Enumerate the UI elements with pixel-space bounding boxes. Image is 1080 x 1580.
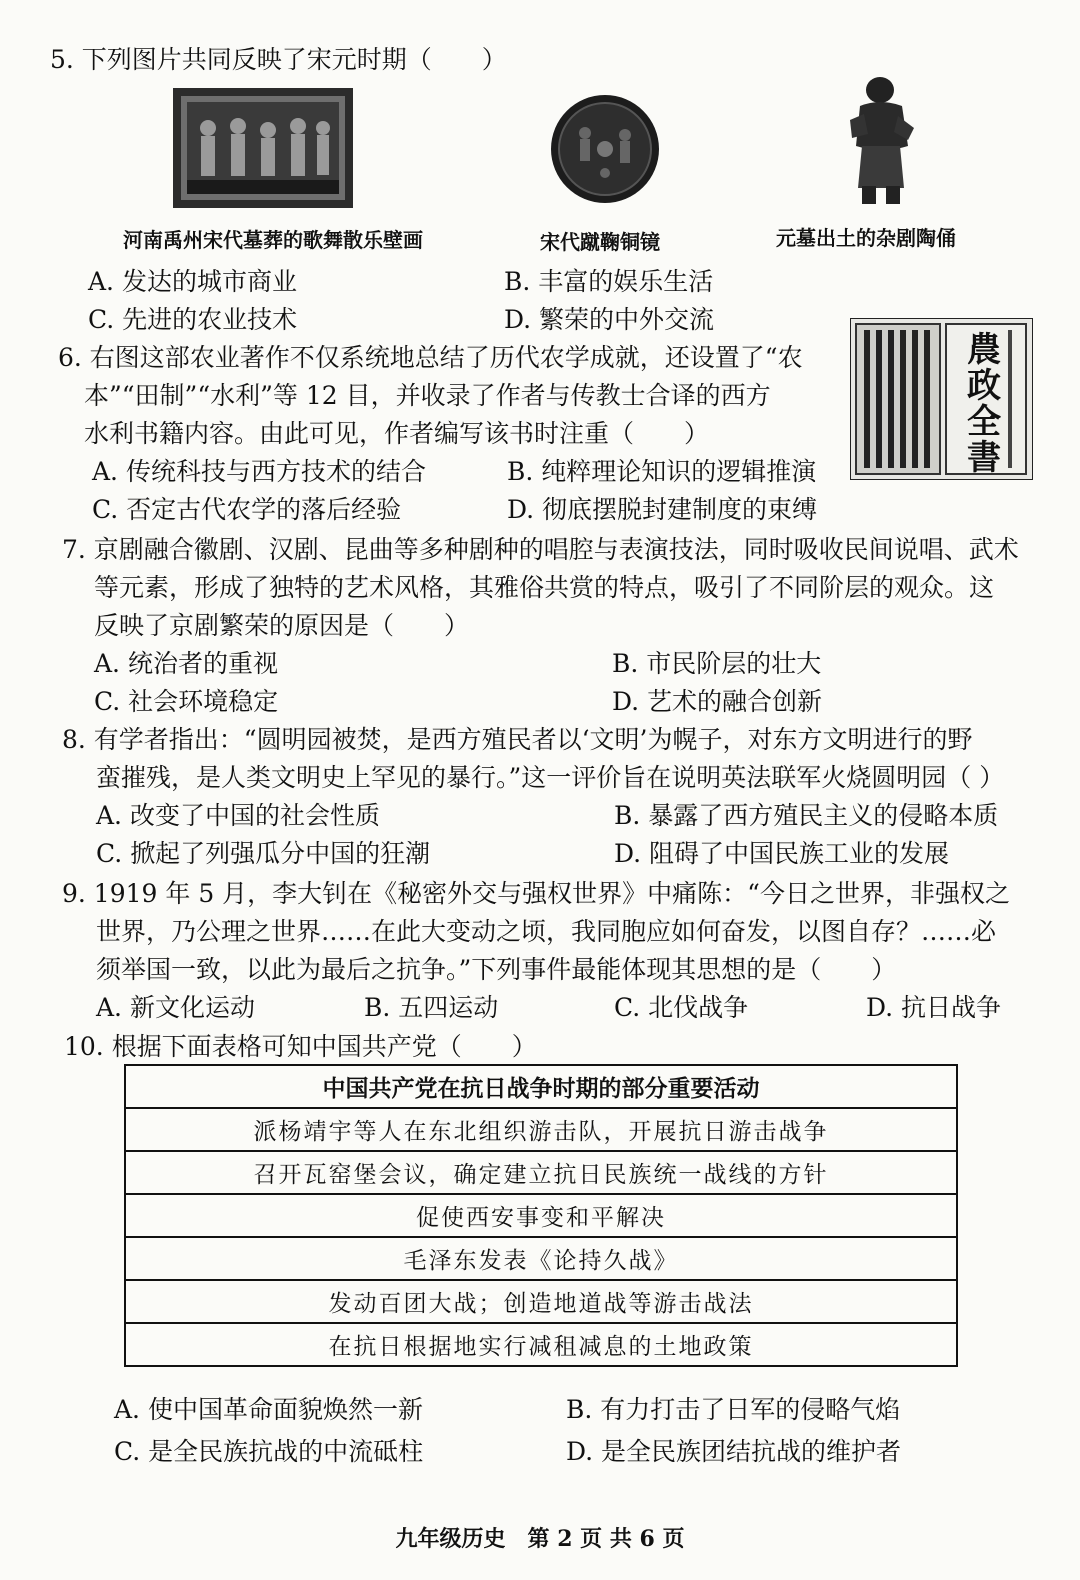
q9-option-a: A. 新文化运动	[96, 993, 255, 1022]
q8-stem-line-2: 蛮摧残，是人类文明史上罕见的暴行。”这一评价旨在说明英法联军火烧圆明园（ ）	[96, 763, 1005, 792]
q10-option-c: C. 是全民族抗战的中流砥柱	[114, 1437, 424, 1466]
q7-option-c: C. 社会环境稳定	[94, 687, 279, 716]
q9-stem-line-2: 世界，乃公理之世界……在此大变动之顷，我同胞应如何奋发，以图自存？……必	[96, 917, 997, 946]
q9-stem-line-3: 须举国一致，以此为最后之抗争。”下列事件最能体现其思想的是（ ）	[96, 955, 897, 984]
figurine-image	[842, 76, 920, 208]
q6-option-c: C. 否定古代农学的落后经验	[92, 495, 402, 524]
page-footer: 九年级历史 第 2 页 共 6 页	[395, 1526, 685, 1552]
q7-option-a: A. 统治者的重视	[94, 649, 278, 678]
caption-figurine: 元墓出土的杂剧陶俑	[776, 226, 956, 250]
q7-stem-line-2: 等元素，形成了独特的艺术风格，其雅俗共赏的特点，吸引了不同阶层的观众。这	[94, 573, 995, 602]
q7-option-d: D. 艺术的融合创新	[612, 687, 823, 716]
q7-stem-line-1: 7. 京剧融合徽剧、汉剧、昆曲等多种剧种的唱腔与表演技法，同时吸收民间说唱、武术	[62, 535, 1019, 564]
q8-option-c: C. 掀起了列强瓜分中国的狂潮	[96, 839, 431, 868]
table-row: 召开瓦窑堡会议，确定建立抗日民族统一战线的方针	[125, 1151, 957, 1194]
q6-stem-line-1: 6. 右图这部农业著作不仅系统地总结了历代农学成就，还设置了“农	[58, 343, 803, 372]
q5-option-d: D. 繁荣的中外交流	[504, 305, 715, 334]
q8-option-b: B. 暴露了西方殖民主义的侵略本质	[614, 801, 999, 830]
q5-option-b: B. 丰富的娱乐生活	[504, 267, 714, 296]
table-row: 毛泽东发表《论持久战》	[125, 1237, 957, 1280]
q5-stem: 5. 下列图片共同反映了宋元时期（ ）	[50, 45, 507, 74]
q10-option-d: D. 是全民族团结抗战的维护者	[566, 1437, 902, 1466]
q7-option-b: B. 市民阶层的壮大	[612, 649, 822, 678]
activities-table	[124, 1064, 958, 1367]
q9-option-d: D. 抗日战争	[866, 993, 1002, 1022]
q10-option-a: A. 使中国革命面貌焕然一新	[114, 1395, 423, 1424]
q9-option-b: B. 五四运动	[364, 993, 499, 1022]
q6-stem-line-3: 水利书籍内容。由此可见，作者编写该书时注重（ ）	[84, 419, 710, 448]
q10-stem: 10. 根据下面表格可知中国共产党（ ）	[64, 1032, 537, 1061]
mirror-image	[550, 93, 660, 205]
q8-option-a: A. 改变了中国的社会性质	[96, 801, 380, 830]
table-title: 中国共产党在抗日战争时期的部分重要活动	[125, 1065, 957, 1108]
q8-stem-line-1: 8. 有学者指出：“圆明园被焚，是西方殖民者以‘文明’为幌子，对东方文明进行的野	[62, 725, 973, 754]
caption-mirror: 宋代蹴鞠铜镜	[540, 230, 660, 254]
q10-option-b: B. 有力打击了日军的侵略气焰	[566, 1395, 901, 1424]
q6-option-d: D. 彻底摆脱封建制度的束缚	[507, 495, 818, 524]
q7-stem-line-3: 反映了京剧繁荣的原因是（ ）	[94, 611, 470, 640]
q5-option-a: A. 发达的城市商业	[88, 267, 297, 296]
q6-option-b: B. 纯粹理论知识的逻辑推演	[507, 457, 817, 486]
book-image	[850, 318, 1033, 480]
q6-stem-line-2: 本”“田制”“水利”等 12 目，并收录了作者与传教士合译的西方	[84, 381, 771, 410]
q8-option-d: D. 阻碍了中国民族工业的发展	[614, 839, 950, 868]
q9-option-c: C. 北伐战争	[614, 993, 749, 1022]
table-row: 促使西安事变和平解决	[125, 1194, 957, 1237]
book-title: 農政全書	[967, 330, 1001, 478]
table-row: 在抗日根据地实行减租减息的土地政策	[125, 1323, 957, 1366]
q9-stem-line-1: 9. 1919 年 5 月，李大钊在《秘密外交与强权世界》中痛陈：“今日之世界，非强权之	[62, 879, 1010, 908]
mural-image	[173, 88, 353, 208]
q6-option-a: A. 传统科技与西方技术的结合	[92, 457, 426, 486]
table-row: 派杨靖宇等人在东北组织游击队，开展抗日游击战争	[125, 1108, 957, 1151]
caption-mural: 河南禹州宋代墓葬的歌舞散乐壁画	[123, 228, 423, 252]
q5-option-c: C. 先进的农业技术	[88, 305, 298, 334]
table-row: 发动百团大战；创造地道战等游击战法	[125, 1280, 957, 1323]
